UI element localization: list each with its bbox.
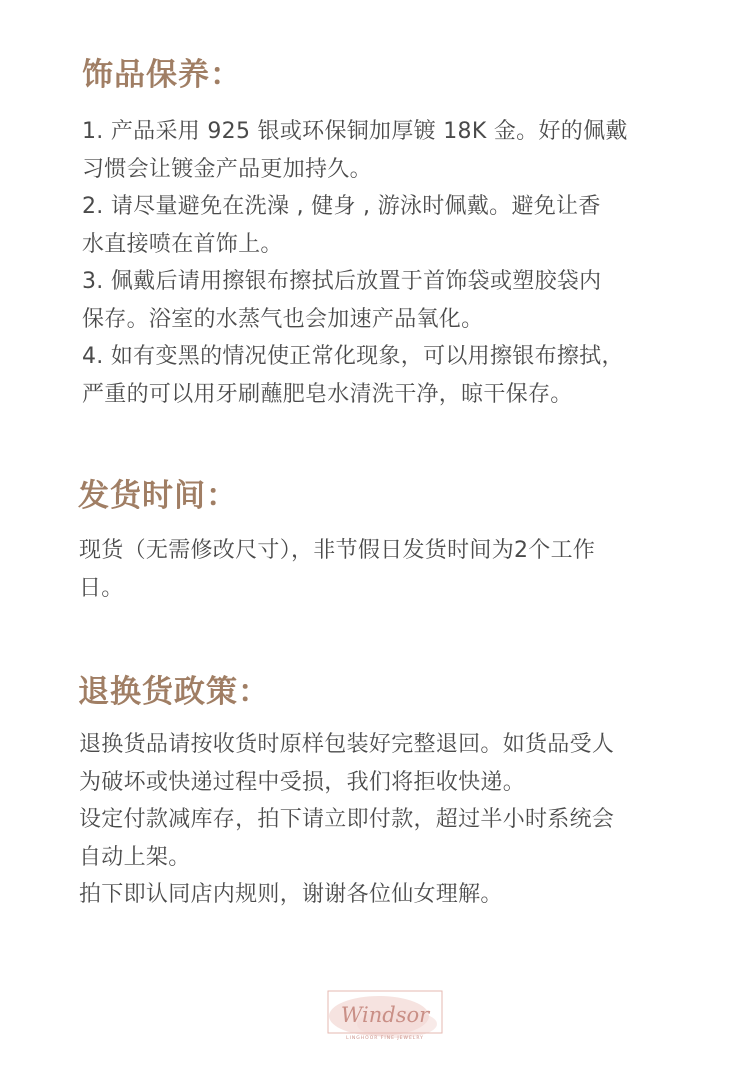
care-line: 严重的可以用牙刷蘸肥皂水清洗干净，晾干保存。 — [82, 381, 573, 407]
shipping-heading: 发货时间： — [78, 478, 238, 514]
returns-section — [0, 672, 750, 914]
shipping-body — [0, 532, 750, 607]
care-heading: 饰品保养： — [82, 57, 242, 93]
care-line: 水直接喷在首饰上。 — [82, 231, 283, 257]
returns-line: 设定付款减库存，拍下请立即付款，超过半小时系统会 — [79, 807, 615, 832]
logo-tagline: LINGHOOR FINE JEWELRY — [346, 1036, 424, 1041]
care-line: 1. 产品采用 925 银或环保铜加厚镀 18K 金。好的佩戴 — [82, 119, 628, 144]
shipping-section — [0, 476, 750, 607]
care-line: 3. 佩戴后请用擦银布擦拭后放置于首饰袋或塑胶袋内 — [82, 269, 602, 294]
care-line: 4. 如有变黑的情况使正常化现象，可以用擦银布擦拭， — [82, 344, 624, 369]
returns-heading: 退换货政策： — [78, 674, 270, 710]
care-line: 2. 请尽量避免在洗澡 , 健身 , 游泳时佩戴。避免让香 — [82, 194, 601, 219]
windsor-logo — [327, 990, 443, 1048]
logo-wordmark: Windsor — [340, 1003, 430, 1027]
returns-line: 为破坏或快递过程中受损，我们将拒收快递。 — [79, 769, 526, 795]
returns-line: 自动上架。 — [79, 844, 191, 870]
shipping-line: 现货（无需修改尺寸），非节假日发货时间为2个工作 — [79, 538, 596, 563]
care-line: 习惯会让镀金产品更加持久。 — [82, 156, 372, 182]
care-body — [0, 113, 750, 413]
care-section — [0, 55, 750, 413]
returns-line: 退换货品请按收货时原样包装好完整退回。如货品受人 — [79, 732, 615, 757]
returns-line: 拍下即认同店内规则，谢谢各位仙女理解。 — [79, 882, 503, 907]
shipping-line: 日。 — [79, 575, 124, 601]
returns-body — [0, 726, 750, 914]
care-line: 保存。浴室的水蒸气也会加速产品氧化。 — [82, 306, 484, 332]
